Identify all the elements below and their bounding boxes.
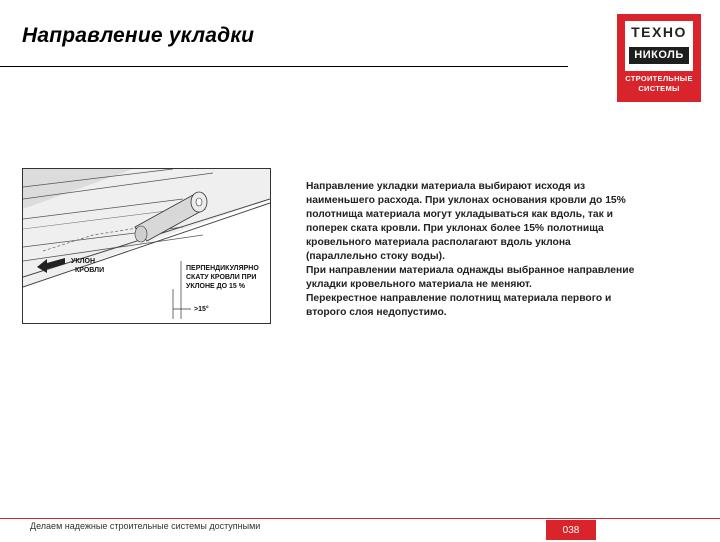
perpendicular-label-3: УКЛОНЕ ДО 15 % bbox=[186, 283, 245, 290]
body-line: Направление укладки материала выбирают исходя из bbox=[306, 181, 586, 192]
slope-label-1: УКЛОН bbox=[71, 258, 96, 265]
logo-top-text: ТЕХНО bbox=[631, 24, 687, 40]
page-number: 038 bbox=[546, 520, 596, 540]
body-line: поперек ската кровли. При уклонах более 15% полотнища bbox=[306, 223, 604, 234]
roofing-direction-illustration bbox=[22, 168, 271, 324]
logo-subtitle-2: СИСТЕМЫ bbox=[638, 84, 680, 93]
angle-label: >15° bbox=[194, 306, 209, 313]
body-line: При направлении материала однажды выбранное направление bbox=[306, 265, 635, 276]
body-line: второго слоя недопустимо. bbox=[306, 307, 447, 318]
body-line: полотнища материала могут укладываться как вдоль, так и bbox=[306, 209, 613, 220]
logo-bar-text: НИКОЛЬ bbox=[629, 47, 689, 64]
perpendicular-label-1: ПЕРПЕНДИКУЛЯРНО bbox=[186, 265, 259, 272]
body-line: кровельного материала располагают вдоль уклона bbox=[306, 237, 571, 248]
body-line: (параллельно стоку воды). bbox=[306, 251, 445, 262]
slope-label-2: КРОВЛИ bbox=[75, 267, 105, 274]
perpendicular-label-2: СКАТУ КРОВЛИ ПРИ bbox=[186, 274, 257, 281]
technonicol-logo bbox=[617, 14, 701, 102]
title-divider bbox=[0, 66, 568, 67]
body-line: укладки кровельного материала не меняют. bbox=[306, 279, 532, 290]
logo-panel bbox=[625, 21, 693, 71]
footer-slogan: Делаем надежные строительные системы доступными bbox=[30, 521, 261, 531]
body-line: наименьшего расхода. При уклонах основания кровли до 15% bbox=[306, 195, 626, 206]
logo-subtitle-1: СТРОИТЕЛЬНЫЕ bbox=[625, 74, 693, 83]
roof-drawing bbox=[23, 169, 270, 323]
slide-title: Направление укладки bbox=[22, 24, 255, 47]
body-text bbox=[306, 180, 706, 320]
footer-divider bbox=[0, 518, 720, 519]
body-line: Перекрестное направление полотнищ материала первого и bbox=[306, 293, 612, 304]
